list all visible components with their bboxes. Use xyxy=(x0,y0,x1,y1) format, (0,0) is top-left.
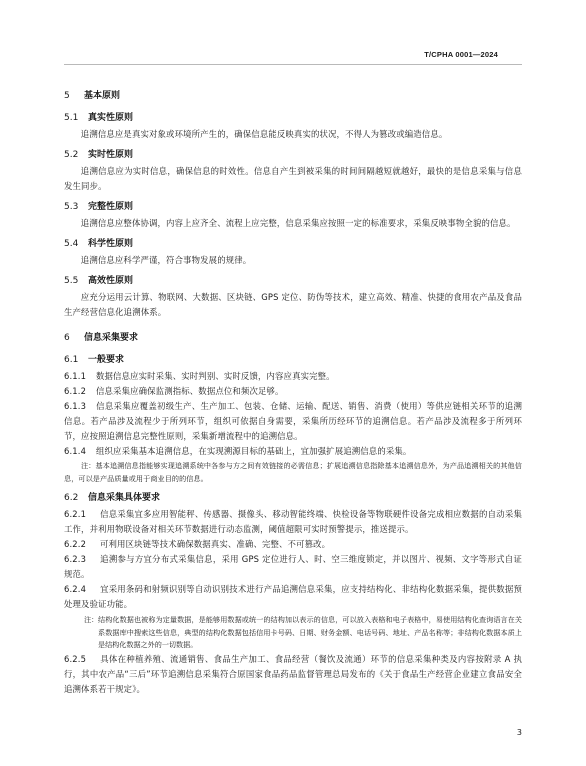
section-title: 高效性原则 xyxy=(88,276,134,286)
note-text: 结构化数据也被称为定量数据，是能够用数据或统一的结构加以表示的信息，可以放入表格和电子表格中，易使用结构化查询语言在关系数据库中搜索这些信息，典型的结构化数据包括信用卡号码、日期、财务金额、电话号码、地址、产品名称等；非结构化数据本质上是结构化数据之外的一切数据。 xyxy=(98,615,522,649)
clause-text: 宜采用条码和射频识别等自动识别技术进行产品追溯信息采集，应支持结构化、非结构化数据采集，提供数据预处理及验证功能。 xyxy=(64,584,522,609)
section-title: 真实性原则 xyxy=(88,113,134,123)
clause-text: 信息采集应覆盖初级生产、生产加工、包装、仓储、运输、配送、销售、消费（使用）等供应链相关环节的追溯信息。若产品涉及流程少于所列环节，组织可依据自身需要，采集所历经环节的追溯信息。若产品涉及流程多于所列环节，应按照追溯信息完整性原则，采集新增流程中的追溯信息。 xyxy=(64,401,522,441)
section-5-heading xyxy=(64,88,522,105)
section-title: 实时性原则 xyxy=(88,150,134,160)
section-number: 5.5 xyxy=(64,276,79,286)
clause-6-2-4 xyxy=(64,582,522,612)
section-title: 一般要求 xyxy=(88,355,125,365)
note-6-2 xyxy=(64,614,522,652)
section-title: 信息采集具体要求 xyxy=(88,493,161,503)
clause-6-2-5 xyxy=(64,652,522,697)
section-number: 5.4 xyxy=(64,239,79,249)
clause-text: 组织应采集基本追溯信息，在实现溯源目标的基础上，宜加强扩展追溯信息的采集。 xyxy=(96,446,412,456)
clause-number: 6.2.2 xyxy=(64,539,87,549)
clause-text: 数据信息应实时采集、实时判别、实时反馈，内容应真实完整。 xyxy=(96,371,335,381)
section-title: 基本原则 xyxy=(84,91,121,101)
section-5-4-heading xyxy=(64,236,522,253)
section-number: 5.2 xyxy=(64,150,79,160)
clause-text: 信息采集应确保监测指标、数据点位和频次足够。 xyxy=(96,386,284,396)
section-5-1-heading xyxy=(64,110,522,127)
clause-6-2-3 xyxy=(64,552,522,582)
clause-number: 6.2.1 xyxy=(64,509,87,519)
section-5-5-text: 应充分运用云计算、物联网、大数据、区块链、GPS 定位、防伪等技术，建立高效、精准、快捷的食用农产品及食品生产经营信息化追溯体系。 xyxy=(64,292,522,317)
section-5-3-heading xyxy=(64,199,522,216)
section-title: 科学性原则 xyxy=(88,239,134,249)
section-5-2-heading xyxy=(64,147,522,164)
section-number: 6.2 xyxy=(64,493,79,503)
section-title: 信息采集要求 xyxy=(84,333,139,343)
clause-text: 追溯参与方宜分布式采集信息，采用 GPS 定位进行人、时、空三维度锁定，并以图片、视频、文字等形式自证规范。 xyxy=(64,554,522,579)
section-title: 完整性原则 xyxy=(88,202,134,212)
section-6-1-heading xyxy=(64,352,522,369)
page-number: 3 xyxy=(516,728,522,737)
clause-6-1-3 xyxy=(64,399,522,444)
section-number: 5.3 xyxy=(64,202,79,212)
section-5-1-text: 追溯信息应是真实对象或环境所产生的，确保信息能反映真实的状况，不得人为篡改或编造信息。 xyxy=(80,129,448,139)
page-content xyxy=(64,88,522,697)
section-6-heading xyxy=(64,330,522,347)
section-number: 6.1 xyxy=(64,355,79,365)
section-6-2-heading xyxy=(64,490,522,507)
clause-number: 6.2.5 xyxy=(64,653,87,664)
clause-number: 6.1.1 xyxy=(64,371,87,381)
clause-text: 信息采集宜多应用智能秤、传感器、摄像头、移动智能终端、快检设备等物联硬件设备完成相应数据的自动采集工作，并利用物联设备对相关环节数据进行动态监测，阈值超限可实时预警提示，推送提示。 xyxy=(64,509,522,534)
section-5-4-text: 追溯信息应科学严谨，符合事物发展的规律。 xyxy=(80,255,252,265)
note-label: 注： xyxy=(84,615,99,624)
section-number: 5 xyxy=(64,91,70,101)
section-number: 5.1 xyxy=(64,113,79,123)
clause-number: 6.1.3 xyxy=(64,401,87,411)
clause-text: 可利用区块链等技术确保数据真实、准确、完整、不可篡改。 xyxy=(100,539,331,549)
header-rule xyxy=(64,64,522,65)
section-number: 6 xyxy=(64,333,70,343)
clause-number: 6.1.2 xyxy=(64,386,87,396)
clause-6-1-2 xyxy=(64,384,522,399)
standard-code: T/CPHA 0001—2024 xyxy=(424,50,498,59)
section-5-3-text: 追溯信息应整体协调，内容上应齐全、流程上应完整，信息采集应按照一定的标准要求，采集反映事物全貌的信息。 xyxy=(80,218,516,228)
clause-6-1-1 xyxy=(64,369,522,384)
clause-text: 具体在种植养殖、流通销售、食品生产加工、食品经营（餐饮及流通）环节的信息采集种类及内容按附录 A 执行，其中农产品“三后”环节追溯信息采集符合原国家食品药品监督管理总局发布的《关于食品生产经营企业建立食品安全追溯体系若干规定》。 xyxy=(64,653,522,694)
note-6-1: 注：基本追溯信息指能够实现追溯系统中各参与方之间有效链接的必需信息；扩展追溯信息指除基本追溯信息外，为产品追溯相关的其他信息，可以是产品质量或用于商业目的的信息。 xyxy=(64,461,522,483)
section-5-5-heading xyxy=(64,273,522,290)
clause-number: 6.2.3 xyxy=(64,554,87,564)
clause-number: 6.2.4 xyxy=(64,584,87,594)
clause-6-2-1 xyxy=(64,507,522,537)
section-5-2-text: 追溯信息应为实时信息，确保信息的时效性。信息自产生到被采集的时间间隔越短就越好，最快的是信息采集与信息发生同步。 xyxy=(64,166,522,191)
clause-6-2-2 xyxy=(64,537,522,552)
clause-6-1-4 xyxy=(64,444,522,459)
clause-number: 6.1.4 xyxy=(64,446,87,456)
